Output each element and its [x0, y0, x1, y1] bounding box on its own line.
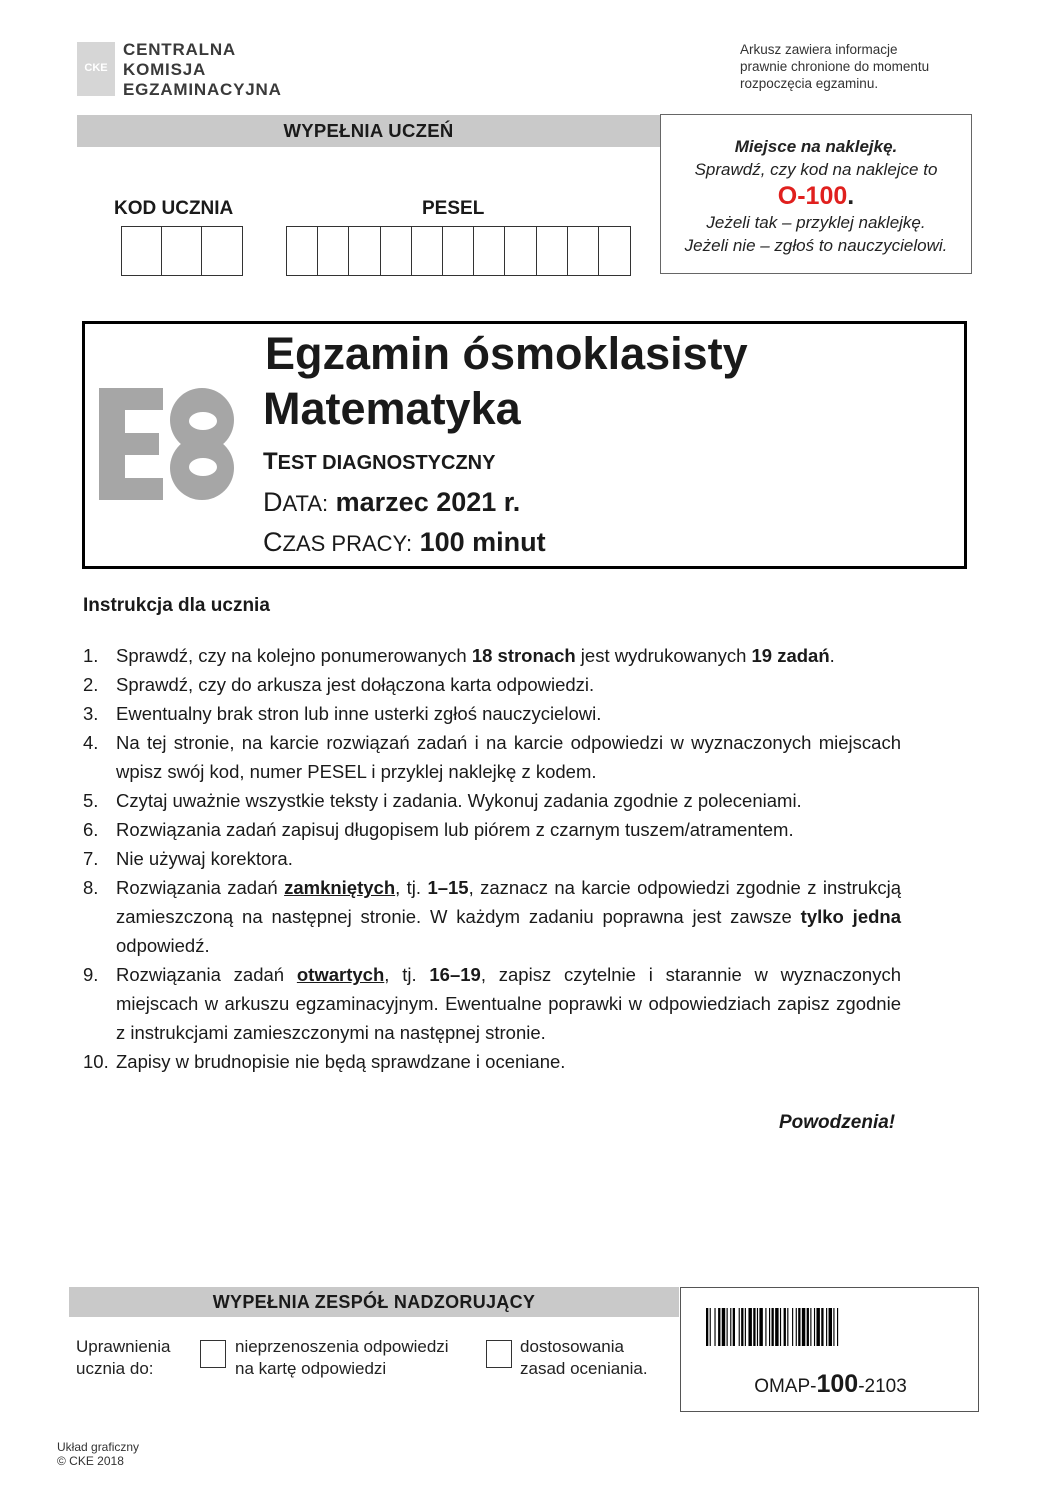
instruction-text-part: Nie używaj korektora. [116, 848, 293, 869]
sticker-area [660, 114, 972, 274]
instruction-text [116, 873, 901, 960]
logo-line: CENTRALNA [123, 40, 236, 59]
instruction-text-part: Rozwiązania zadań [116, 877, 285, 898]
instruction-emphasis: 16–19 [429, 964, 481, 985]
instruction-text-part: , tj. [395, 877, 428, 898]
instruction-item [83, 641, 901, 670]
instruction-text-part: Sprawdź, czy na kolejno ponumerowanych [116, 645, 472, 666]
instruction-text-part: Zapisy w brudnopisie nie będą sprawdzane i oceniane. [116, 1051, 566, 1072]
pesel-digit-box[interactable] [474, 227, 505, 275]
student-code-box[interactable] [162, 227, 202, 275]
instruction-number: 1. [83, 645, 99, 666]
instruction-text-part: , tj. [384, 964, 430, 985]
instruction-emphasis: tylko jedna [800, 906, 901, 927]
sheet-code-prefix: OMAP- [754, 1376, 817, 1397]
student-rights-label [76, 1336, 171, 1380]
option-line: nieprzenoszenia odpowiedzi [235, 1337, 449, 1356]
instruction-emphasis: zamkniętych [284, 877, 396, 898]
student-code-boxes[interactable] [121, 226, 243, 276]
student-code-box[interactable] [122, 227, 162, 275]
barcode-icon [706, 1308, 956, 1346]
good-luck-text: Powodzenia! [779, 1112, 896, 1133]
pesel-digit-box[interactable] [599, 227, 630, 275]
option-line: zasad oceniania. [520, 1359, 648, 1378]
pesel-digit-box[interactable] [287, 227, 318, 275]
sticker-yes-text: Jeżeli tak – przyklej naklejkę. [706, 213, 926, 232]
sticker-check-text: Sprawdź, czy kod na naklejce to [694, 160, 938, 179]
instruction-text-part: . [829, 645, 835, 666]
confidentiality-notice [740, 41, 980, 92]
instruction-text-part: , zapisz czytelnie i starannie w wyznaczonych miejscach w arkuszu egzaminacyjnym. Ewentualne poprawki w odpowiedziach zapisz zgodnie z instrukcjami zamieszczonymi na następnej stronie. [116, 964, 901, 1043]
instruction-emphasis: 18 stronach [471, 645, 576, 666]
instruction-text [116, 641, 901, 670]
pesel-boxes[interactable] [286, 226, 631, 276]
pesel-digit-box[interactable] [443, 227, 474, 275]
exam-type-first: T [263, 448, 278, 475]
instruction-text [116, 786, 901, 815]
instruction-text-part: Rozwiązania zadań zapisuj długopisem lub piórem z czarnym tuszem/atramentem. [116, 819, 794, 840]
instruction-emphasis: 19 zadań [751, 645, 830, 666]
pesel-digit-box[interactable] [349, 227, 380, 275]
pesel-digit-box[interactable] [381, 227, 412, 275]
no-transfer-option-label [235, 1336, 449, 1380]
instruction-number: 3. [83, 703, 99, 724]
time-value: 100 minut [419, 527, 546, 557]
cke-logo-abbr: CKE [84, 62, 108, 74]
instruction-item [83, 815, 901, 844]
instruction-number: 7. [83, 848, 99, 869]
footer-credit [57, 1440, 139, 1468]
pesel-digit-box[interactable] [568, 227, 599, 275]
instruction-item [83, 728, 901, 786]
instruction-item [83, 699, 901, 728]
adjusted-grading-checkbox[interactable] [486, 1340, 512, 1368]
instruction-text [116, 844, 901, 873]
instruction-number: 9. [83, 964, 99, 985]
notice-line: rozpoczęcia egzaminu. [740, 76, 879, 91]
rights-line: ucznia do: [76, 1359, 154, 1378]
rights-line: Uprawnienia [76, 1337, 171, 1356]
instruction-number: 10. [83, 1051, 109, 1072]
instruction-number: 6. [83, 819, 99, 840]
instruction-item [83, 786, 901, 815]
instruction-text-part: Na tej stronie, na karcie rozwiązań zadań i na karcie odpowiedzi w wyznaczonych miejscach wpisz swój kod, numer PESEL i przyklej naklejkę z kodem. [116, 732, 901, 782]
instruction-text-part: odpowiedź. [116, 935, 210, 956]
sticker-no-text: Jeżeli nie – zgłoś to nauczycielowi. [684, 236, 948, 255]
instruction-text [116, 699, 901, 728]
instruction-text-part: Ewentualny brak stron lub inne usterki zgłoś nauczycielowi. [116, 703, 602, 724]
instruction-emphasis: otwartych [296, 964, 385, 985]
pesel-digit-box[interactable] [318, 227, 349, 275]
exam-type [263, 448, 495, 476]
sticker-code-suffix: . [847, 182, 855, 210]
student-fill-bar: WYPEŁNIA UCZEŃ [77, 115, 660, 147]
instruction-text [116, 670, 901, 699]
instruction-text [116, 1047, 901, 1076]
notice-line: Arkusz zawiera informacje [740, 42, 898, 57]
sticker-title: Miejsce na naklejkę. [734, 137, 898, 156]
instruction-item [83, 670, 901, 699]
barcode-box [680, 1287, 979, 1412]
instruction-item [83, 1047, 901, 1076]
sheet-code-suffix: -2103 [858, 1376, 907, 1397]
exam-title: Egzamin ósmoklasisty [265, 328, 748, 379]
instruction-item [83, 960, 901, 1047]
instruction-text-part: jest wydrukowanych [575, 645, 752, 666]
instruction-emphasis: 1–15 [427, 877, 469, 898]
instruction-text-part: , zaznacz na karcie odpowiedzi zgodnie z instrukcją zamieszczoną na następnej stronie. W każdym zadaniu poprawna jest zawsze [116, 877, 902, 927]
instruction-text [116, 815, 901, 844]
pesel-digit-box[interactable] [537, 227, 568, 275]
instructions-list [83, 641, 901, 1076]
instruction-text-part: Rozwiązania zadań [116, 964, 297, 985]
cke-logo-mark [77, 42, 115, 96]
date-label-first: D [263, 487, 283, 517]
instruction-text-part: Sprawdź, czy do arkusza jest dołączona karta odpowiedzi. [116, 674, 595, 695]
sticker-code-value: O-100 [777, 182, 848, 210]
supervisor-fill-bar: WYPEŁNIA ZESPÓŁ NADZORUJĄCY [69, 1287, 679, 1317]
option-line: na kartę odpowiedzi [235, 1359, 387, 1378]
instruction-item [83, 873, 901, 960]
instruction-number: 8. [83, 877, 99, 898]
cke-logo-text [123, 40, 282, 100]
exam-subject: Matematyka [263, 383, 521, 434]
logo-line: KOMISJA [123, 60, 207, 79]
time-label-first: C [263, 527, 283, 557]
no-transfer-checkbox[interactable] [200, 1340, 226, 1368]
date-label-rest: ATA: [282, 491, 329, 516]
instruction-number: 4. [83, 732, 99, 753]
date-value: marzec 2021 r. [335, 487, 521, 517]
logo-line: EGZAMINACYJNA [123, 80, 282, 99]
option-line: dostosowania [520, 1337, 624, 1356]
pesel-label: PESEL [422, 198, 485, 219]
exam-date [263, 487, 520, 518]
sheet-code [681, 1370, 980, 1399]
pesel-digit-box[interactable] [505, 227, 536, 275]
instruction-number: 2. [83, 674, 99, 695]
instruction-item [83, 844, 901, 873]
instruction-number: 5. [83, 790, 99, 811]
footer-line: © CKE 2018 [57, 1454, 124, 1468]
instruction-text-part: Czytaj uważnie wszystkie teksty i zadania. Wykonuj zadania zgodnie z poleceniami. [116, 790, 802, 811]
pesel-digit-box[interactable] [412, 227, 443, 275]
instruction-text [116, 960, 901, 1047]
exam-type-rest: EST DIAGNOSTYCZNY [277, 452, 496, 474]
instruction-text [116, 728, 901, 786]
e8-logo-icon [99, 388, 247, 500]
adjusted-grading-option-label [520, 1336, 648, 1380]
instructions-title: Instrukcja dla ucznia [83, 595, 270, 616]
time-label-rest: ZAS PRACY: [282, 531, 413, 556]
notice-line: prawnie chronione do momentu [740, 59, 930, 74]
sticker-code [661, 181, 971, 211]
student-code-box[interactable] [202, 227, 242, 275]
exam-duration [263, 527, 546, 558]
sheet-code-number: 100 [816, 1370, 859, 1398]
footer-line: Układ graficzny [57, 1440, 140, 1454]
student-code-label: KOD UCZNIA [114, 198, 234, 219]
